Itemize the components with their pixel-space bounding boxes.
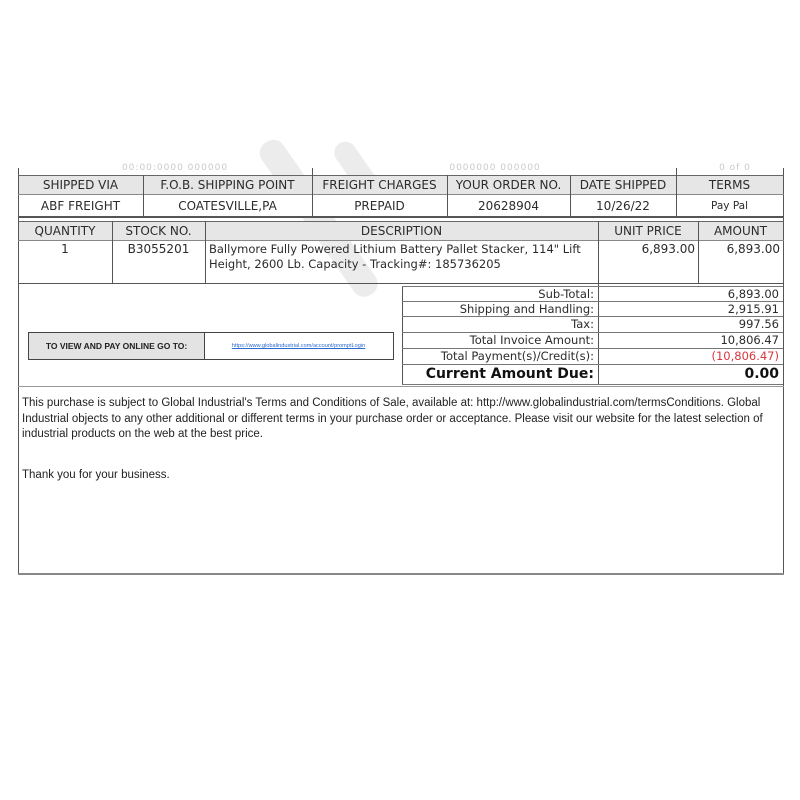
online-pay-link[interactable]: https://www.globalindustrial.com/account/promptLogin: [204, 333, 393, 359]
shipping-handling-value: 2,915.91: [727, 301, 779, 316]
header-your-order-no: YOUR ORDER NO.: [447, 175, 570, 194]
online-pay-label: TO VIEW AND PAY ONLINE GO TO:: [29, 333, 204, 359]
current-amount-due-label: Current Amount Due:: [425, 366, 594, 382]
terms-value: Pay Pal: [676, 194, 783, 217]
faint-header-middle: 0000000 000000: [449, 163, 541, 173]
terms-paragraph: This purchase is subject to Global Industrial's Terms and Conditions of Sale, available at: http://www.globalindustrial.com/termsConditions. Global Industrial objects to any other additional or different terms in your purchase order or acceptance. Please visit our website for the latest selection of industrial products on the web at the best price.: [22, 397, 763, 440]
header-amount: AMOUNT: [698, 221, 783, 240]
item-quantity: 1: [61, 242, 69, 256]
total-payments-value: (10,806.47): [711, 349, 779, 363]
current-amount-due-value: 0.00: [744, 366, 779, 382]
order-number-value: 20628904: [447, 194, 570, 217]
item-stock-no: B3055201: [127, 242, 190, 256]
subtotal-label: Sub-Total:: [538, 286, 594, 301]
header-shipped-via: SHIPPED VIA: [18, 175, 143, 194]
faint-header-left: 00:00:0000 000000: [121, 163, 229, 173]
header-terms: TERMS: [676, 175, 783, 194]
shipped-via-value: ABF FREIGHT: [18, 194, 143, 217]
fob-shipping-point-value: COATESVILLE,PA: [143, 194, 312, 217]
date-shipped-value: 10/26/22: [570, 194, 676, 217]
tax-value: 997.56: [738, 317, 779, 331]
thank-you-text: Thank you for your business.: [22, 469, 170, 481]
header-fob-shipping-point: F.O.B. SHIPPING POINT: [143, 175, 312, 194]
header-stock-no: STOCK NO.: [112, 221, 205, 240]
header-freight-charges: FREIGHT CHARGES: [312, 175, 447, 194]
header-date-shipped: DATE SHIPPED: [570, 175, 676, 194]
shipping-handling-label: Shipping and Handling:: [459, 301, 594, 316]
item-description: Ballymore Fully Powered Lithium Battery Pallet Stacker, 114" Lift Height, 2600 Lb. Capacity - Tracking#: 185736205: [209, 242, 581, 271]
item-unit-price: 6,893.00: [641, 242, 695, 256]
item-amount: 6,893.00: [726, 242, 780, 256]
total-invoice-label: Total Invoice Amount:: [469, 333, 594, 347]
tax-label: Tax:: [571, 317, 594, 331]
faint-header-right: 0 of 0: [719, 163, 751, 173]
total-invoice-value: 10,806.47: [720, 333, 779, 347]
header-unit-price: UNIT PRICE: [598, 221, 698, 240]
freight-charges-value: PREPAID: [312, 194, 447, 217]
subtotal-value: 6,893.00: [727, 286, 779, 301]
header-description: DESCRIPTION: [205, 221, 598, 240]
total-payments-label: Total Payment(s)/Credit(s):: [440, 349, 594, 363]
header-quantity: QUANTITY: [18, 221, 112, 240]
